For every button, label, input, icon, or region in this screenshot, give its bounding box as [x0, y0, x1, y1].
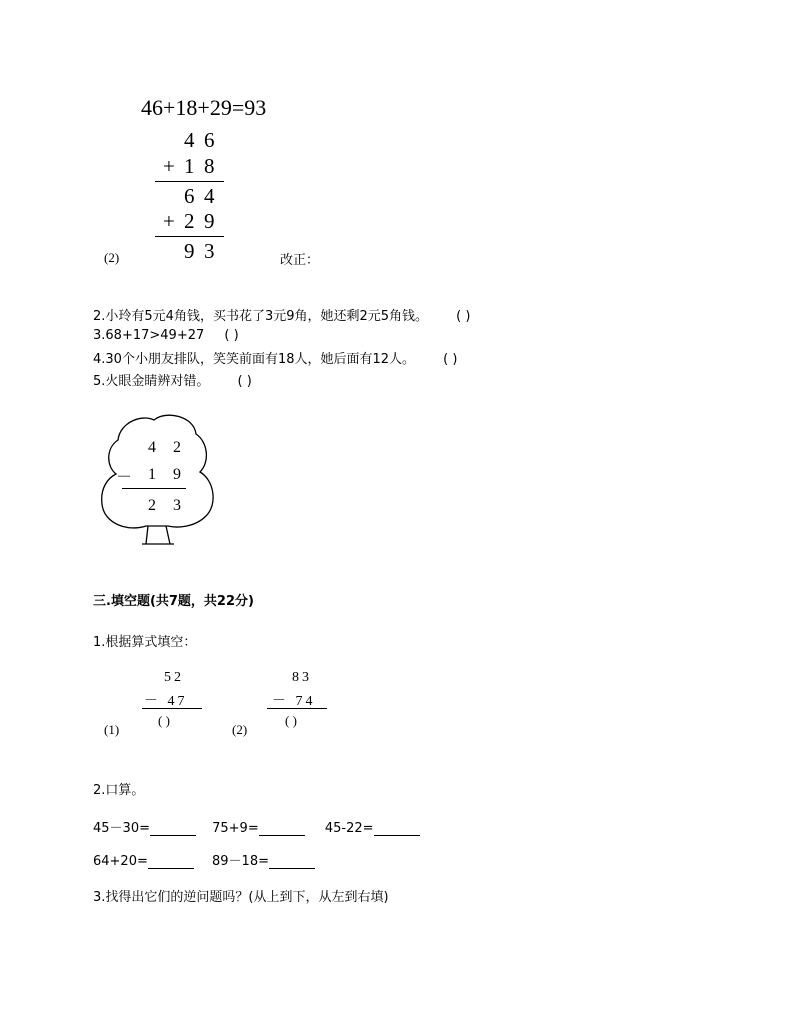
tree-digit: 9 — [173, 466, 181, 483]
tree-digit: 1 — [148, 466, 156, 483]
question-title: 1.根据算式填空： — [93, 635, 197, 650]
answer-paren: ( ) — [456, 309, 471, 324]
tree-digit: 4 — [148, 439, 156, 456]
calc-rule — [155, 181, 224, 182]
oral-calc-row — [93, 817, 420, 836]
tree-figure — [98, 408, 218, 548]
item-label: (2) — [232, 722, 248, 737]
question-text: 2.小玲有5元4角钱，买书花了3元9角，她还剩2元5角钱。 — [93, 309, 429, 324]
question-title: 2.口算。 — [93, 783, 145, 798]
answer-blank[interactable] — [148, 854, 194, 869]
tree-digit: 3 — [173, 497, 181, 514]
oral-calc-item: 89－18= — [212, 854, 269, 869]
answer-paren: ( ) — [237, 374, 252, 389]
calc-digit: 4 — [184, 128, 195, 152]
tree-rule — [122, 488, 186, 489]
equation-heading: 46+18+29=93 — [141, 95, 267, 120]
tree-operator: － — [116, 469, 133, 486]
answer-blank[interactable] — [269, 854, 315, 869]
oral-calc-row — [93, 850, 315, 869]
correction-label: 改正： — [280, 253, 320, 268]
calc-digit: 9 — [204, 209, 215, 233]
answer-paren: ( ) — [443, 352, 458, 367]
calc-rule — [267, 708, 327, 709]
judgement-question — [93, 305, 470, 324]
calc-digit: 6 — [204, 128, 215, 152]
section-title: 三.填空题(共7题，共22分) — [93, 594, 254, 609]
question-text: 5.火眼金睛辨对错。 — [93, 374, 210, 389]
calc-rule — [155, 236, 224, 237]
calc-digit: 9 — [184, 239, 195, 263]
answer-blank[interactable] — [259, 821, 305, 836]
answer-blank[interactable] — [150, 821, 196, 836]
judgement-question — [93, 370, 252, 389]
calc-digit: 4 — [204, 184, 215, 208]
answer-paren: ( ) — [158, 713, 170, 728]
question-text: 3.68+17>49+27 — [93, 328, 205, 343]
question-text: 4.30个小朋友排队，笑笑前面有18人，她后面有12人。 — [93, 352, 416, 367]
tree-digit: 2 — [148, 497, 156, 514]
calc-digit: 8 — [204, 154, 215, 178]
answer-blank[interactable] — [374, 821, 420, 836]
judgement-question — [93, 328, 239, 343]
minuend: 52 — [164, 670, 184, 685]
minuend: 83 — [292, 670, 312, 685]
item-label: (2) — [104, 250, 120, 265]
calc-digit: 1 — [184, 154, 195, 178]
calc-rule — [142, 708, 202, 709]
oral-calc-item: 64+20= — [93, 854, 148, 869]
calc-digit: 6 — [184, 184, 195, 208]
subtrahend: － 74 — [272, 694, 316, 709]
subtrahend: － 47 — [144, 694, 188, 709]
calc-operator: + — [163, 154, 175, 178]
tree-digit: 2 — [173, 439, 181, 456]
oral-calc-item: 75+9= — [212, 821, 259, 836]
calc-digit: 2 — [184, 209, 195, 233]
item-label: (1) — [104, 722, 120, 737]
oral-calc-item: 45－30= — [93, 821, 150, 836]
oral-calc-item: 45-22= — [324, 821, 374, 836]
judgement-question — [93, 348, 457, 367]
answer-paren: ( ) — [285, 713, 297, 728]
question-title: 3.找得出它们的逆问题吗？(从上到下，从左到右填) — [93, 890, 389, 905]
calc-operator: + — [163, 209, 175, 233]
calc-digit: 3 — [204, 239, 215, 263]
answer-paren: ( ) — [224, 328, 239, 343]
